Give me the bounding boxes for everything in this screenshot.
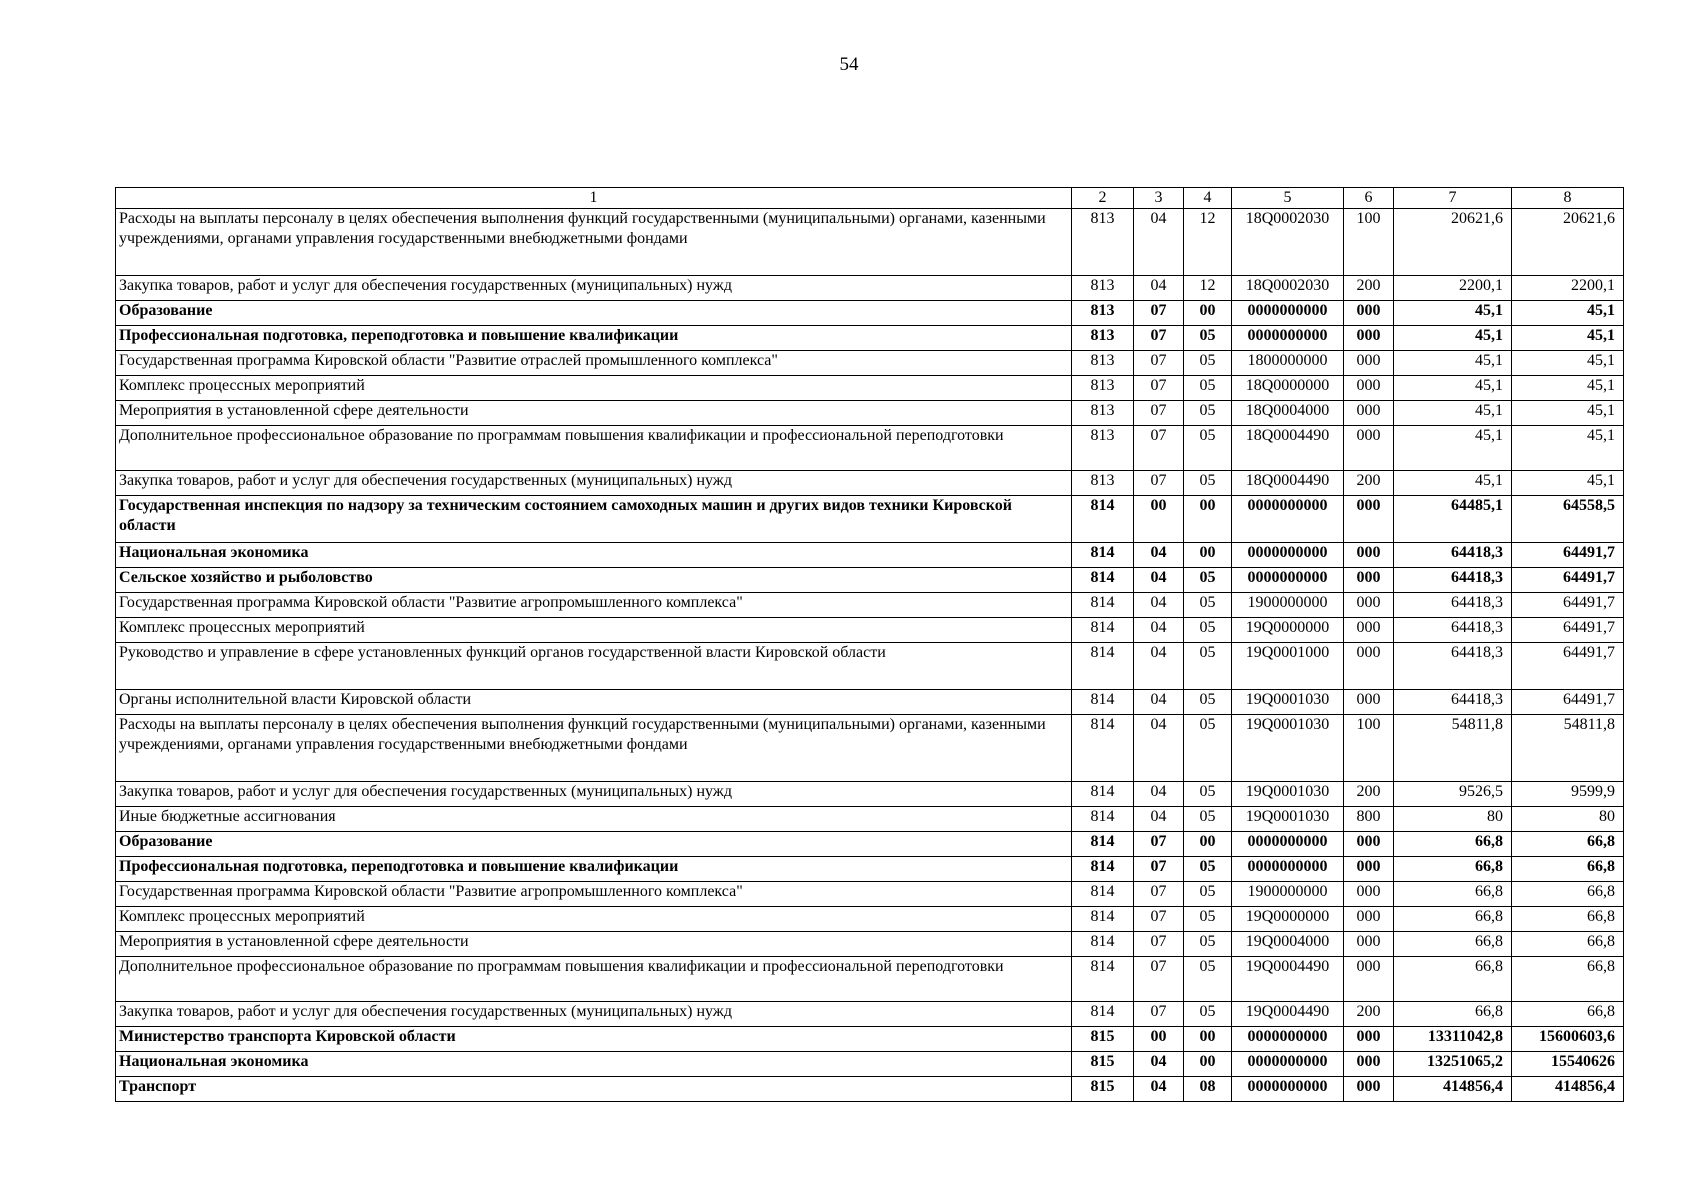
ministry-code: 813 [1072,401,1134,426]
amount-year-1: 20621,6 [1394,209,1512,276]
expense-type-code: 000 [1344,857,1394,882]
section-code: 07 [1134,471,1184,496]
amount-year-2: 80 [1512,807,1624,832]
target-article-code: 0000000000 [1232,496,1344,543]
amount-year-1: 66,8 [1394,857,1512,882]
subsection-code: 00 [1184,496,1232,543]
amount-year-2: 64491,7 [1512,690,1624,715]
subsection-code: 12 [1184,276,1232,301]
subsection-code: 05 [1184,326,1232,351]
expense-type-code: 200 [1344,276,1394,301]
row-name: Руководство и управление в сфере установленных функций органов государственной власти Кировской области [116,643,1072,690]
ministry-code: 814 [1072,690,1134,715]
amount-year-1: 66,8 [1394,907,1512,932]
subsection-code: 05 [1184,907,1232,932]
section-code: 04 [1134,1077,1184,1102]
section-code: 04 [1134,1052,1184,1077]
amount-year-2: 66,8 [1512,957,1624,1002]
row-name: Комплекс процессных мероприятий [116,907,1072,932]
subsection-code: 05 [1184,690,1232,715]
amount-year-2: 66,8 [1512,832,1624,857]
amount-year-1: 64418,3 [1394,643,1512,690]
budget-table [115,187,1624,1102]
section-code: 04 [1134,593,1184,618]
target-article-code: 18Q0004490 [1232,471,1344,496]
amount-year-1: 64418,3 [1394,690,1512,715]
row-name: Министерство транспорта Кировской области [116,1027,1072,1052]
table-row [116,957,1624,1002]
row-name: Государственная инспекция по надзору за техническим состоянием самоходных машин и других видов техники Кировской области [116,496,1072,543]
target-article-code: 1800000000 [1232,351,1344,376]
section-code: 07 [1134,857,1184,882]
subsection-code: 12 [1184,209,1232,276]
target-article-code: 1900000000 [1232,882,1344,907]
section-code: 07 [1134,326,1184,351]
subsection-code: 05 [1184,957,1232,1002]
amount-year-1: 45,1 [1394,401,1512,426]
amount-year-2: 66,8 [1512,882,1624,907]
row-name: Комплекс процессных мероприятий [116,376,1072,401]
target-article-code: 19Q0004000 [1232,932,1344,957]
subsection-code: 05 [1184,426,1232,471]
row-name: Закупка товаров, работ и услуг для обеспечения государственных (муниципальных) нужд [116,276,1072,301]
section-code: 07 [1134,1002,1184,1027]
section-code: 07 [1134,957,1184,1002]
amount-year-1: 64418,3 [1394,618,1512,643]
amount-year-2: 64491,7 [1512,568,1624,593]
table-row [116,690,1624,715]
amount-year-2: 64558,5 [1512,496,1624,543]
row-name: Национальная экономика [116,543,1072,568]
subsection-code: 05 [1184,618,1232,643]
target-article-code: 19Q0001000 [1232,643,1344,690]
amount-year-1: 13251065,2 [1394,1052,1512,1077]
row-name: Государственная программа Кировской области "Развитие агропромышленного комплекса" [116,882,1072,907]
subsection-code: 00 [1184,301,1232,326]
amount-year-2: 45,1 [1512,351,1624,376]
ministry-code: 813 [1072,426,1134,471]
amount-year-1: 45,1 [1394,471,1512,496]
expense-type-code: 000 [1344,593,1394,618]
target-article-code: 19Q0004490 [1232,1002,1344,1027]
expense-type-code: 000 [1344,882,1394,907]
table-row [116,351,1624,376]
row-name: Мероприятия в установленной сфере деятельности [116,401,1072,426]
subsection-code: 08 [1184,1077,1232,1102]
target-article-code: 19Q0000000 [1232,907,1344,932]
subsection-code: 05 [1184,715,1232,782]
amount-year-1: 13311042,8 [1394,1027,1512,1052]
subsection-code: 05 [1184,782,1232,807]
section-code: 04 [1134,643,1184,690]
amount-year-2: 45,1 [1512,471,1624,496]
table-row [116,593,1624,618]
ministry-code: 814 [1072,593,1134,618]
target-article-code: 18Q0002030 [1232,276,1344,301]
target-article-code: 0000000000 [1232,1027,1344,1052]
ministry-code: 814 [1072,832,1134,857]
ministry-code: 814 [1072,543,1134,568]
table-row [116,643,1624,690]
table-row [116,496,1624,543]
expense-type-code: 000 [1344,643,1394,690]
amount-year-1: 45,1 [1394,301,1512,326]
amount-year-2: 15540626 [1512,1052,1624,1077]
table-row [116,832,1624,857]
amount-year-2: 66,8 [1512,907,1624,932]
amount-year-2: 45,1 [1512,326,1624,351]
row-name: Расходы на выплаты персоналу в целях обеспечения выполнения функций государственными (муниципальными) органами, казенными учреждениями, органами управления государственными внебюджетными фондами [116,715,1072,782]
expense-type-code: 000 [1344,1077,1394,1102]
subsection-code: 05 [1184,376,1232,401]
expense-type-code: 100 [1344,209,1394,276]
amount-year-2: 45,1 [1512,301,1624,326]
subsection-code: 00 [1184,543,1232,568]
ministry-code: 814 [1072,618,1134,643]
ministry-code: 814 [1072,932,1134,957]
expense-type-code: 000 [1344,690,1394,715]
table-row [116,932,1624,957]
amount-year-1: 64418,3 [1394,593,1512,618]
expense-type-code: 200 [1344,782,1394,807]
expense-type-code: 800 [1344,807,1394,832]
subsection-code: 00 [1184,832,1232,857]
table-row [116,1027,1624,1052]
column-header: 8 [1512,188,1624,209]
table-row [116,543,1624,568]
target-article-code: 19Q0000000 [1232,618,1344,643]
amount-year-1: 66,8 [1394,832,1512,857]
amount-year-1: 45,1 [1394,376,1512,401]
column-header: 4 [1184,188,1232,209]
expense-type-code: 000 [1344,376,1394,401]
subsection-code: 05 [1184,807,1232,832]
ministry-code: 813 [1072,301,1134,326]
ministry-code: 813 [1072,376,1134,401]
target-article-code: 1900000000 [1232,593,1344,618]
row-name: Иные бюджетные ассигнования [116,807,1072,832]
row-name: Транспорт [116,1077,1072,1102]
target-article-code: 0000000000 [1232,832,1344,857]
amount-year-2: 45,1 [1512,426,1624,471]
table-row [116,471,1624,496]
amount-year-2: 64491,7 [1512,643,1624,690]
row-name: Профессиональная подготовка, переподготовка и повышение квалификации [116,857,1072,882]
table-row [116,782,1624,807]
row-name: Расходы на выплаты персоналу в целях обеспечения выполнения функций государственными (муниципальными) органами, казенными учреждениями, органами управления государственными внебюджетными фондами [116,209,1072,276]
ministry-code: 814 [1072,807,1134,832]
table-row [116,715,1624,782]
table-row [116,1077,1624,1102]
amount-year-1: 9526,5 [1394,782,1512,807]
target-article-code: 19Q0001030 [1232,807,1344,832]
amount-year-1: 54811,8 [1394,715,1512,782]
row-name: Профессиональная подготовка, переподготовка и повышение квалификации [116,326,1072,351]
row-name: Образование [116,832,1072,857]
amount-year-1: 66,8 [1394,882,1512,907]
amount-year-2: 64491,7 [1512,618,1624,643]
ministry-code: 814 [1072,568,1134,593]
section-code: 04 [1134,568,1184,593]
expense-type-code: 000 [1344,932,1394,957]
table-row [116,807,1624,832]
subsection-code: 05 [1184,857,1232,882]
amount-year-1: 64485,1 [1394,496,1512,543]
table-row [116,401,1624,426]
section-code: 07 [1134,301,1184,326]
section-code: 04 [1134,543,1184,568]
subsection-code: 05 [1184,882,1232,907]
expense-type-code: 000 [1344,568,1394,593]
ministry-code: 813 [1072,471,1134,496]
row-name: Государственная программа Кировской области "Развитие агропромышленного комплекса" [116,593,1072,618]
expense-type-code: 000 [1344,496,1394,543]
expense-type-code: 000 [1344,301,1394,326]
amount-year-2: 2200,1 [1512,276,1624,301]
row-name: Комплекс процессных мероприятий [116,618,1072,643]
subsection-code: 00 [1184,1052,1232,1077]
ministry-code: 815 [1072,1027,1134,1052]
expense-type-code: 200 [1344,1002,1394,1027]
ministry-code: 815 [1072,1077,1134,1102]
expense-type-code: 200 [1344,471,1394,496]
target-article-code: 19Q0001030 [1232,690,1344,715]
table-row [116,907,1624,932]
row-name: Закупка товаров, работ и услуг для обеспечения государственных (муниципальных) нужд [116,471,1072,496]
target-article-code: 0000000000 [1232,301,1344,326]
table-row [116,857,1624,882]
amount-year-1: 45,1 [1394,351,1512,376]
ministry-code: 815 [1072,1052,1134,1077]
expense-type-code: 000 [1344,543,1394,568]
expense-type-code: 000 [1344,1027,1394,1052]
amount-year-1: 66,8 [1394,932,1512,957]
ministry-code: 813 [1072,209,1134,276]
ministry-code: 813 [1072,326,1134,351]
subsection-code: 05 [1184,471,1232,496]
row-name: Органы исполнительной власти Кировской области [116,690,1072,715]
target-article-code: 0000000000 [1232,1052,1344,1077]
amount-year-1: 414856,4 [1394,1077,1512,1102]
section-code: 07 [1134,376,1184,401]
ministry-code: 814 [1072,643,1134,690]
ministry-code: 814 [1072,1002,1134,1027]
amount-year-2: 54811,8 [1512,715,1624,782]
ministry-code: 814 [1072,907,1134,932]
ministry-code: 814 [1072,782,1134,807]
target-article-code: 0000000000 [1232,326,1344,351]
target-article-code: 19Q0001030 [1232,715,1344,782]
row-name: Образование [116,301,1072,326]
amount-year-1: 45,1 [1394,326,1512,351]
column-number-row [116,188,1624,209]
ministry-code: 814 [1072,496,1134,543]
target-article-code: 0000000000 [1232,568,1344,593]
page-number: 54 [839,54,859,75]
table-row [116,882,1624,907]
amount-year-2: 66,8 [1512,932,1624,957]
section-code: 04 [1134,690,1184,715]
section-code: 04 [1134,276,1184,301]
amount-year-2: 66,8 [1512,857,1624,882]
amount-year-1: 45,1 [1394,426,1512,471]
target-article-code: 18Q0004490 [1232,426,1344,471]
expense-type-code: 100 [1344,715,1394,782]
section-code: 07 [1134,907,1184,932]
target-article-code: 18Q0002030 [1232,209,1344,276]
target-article-code: 18Q0004000 [1232,401,1344,426]
section-code: 07 [1134,932,1184,957]
ministry-code: 814 [1072,715,1134,782]
expense-type-code: 000 [1344,401,1394,426]
ministry-code: 813 [1072,351,1134,376]
ministry-code: 814 [1072,857,1134,882]
table-row [116,1052,1624,1077]
section-code: 04 [1134,715,1184,782]
column-header: 2 [1072,188,1134,209]
row-name: Дополнительное профессиональное образование по программам повышения квалификации и профессиональной переподготовки [116,957,1072,1002]
section-code: 00 [1134,496,1184,543]
table-row [116,1002,1624,1027]
ministry-code: 814 [1072,957,1134,1002]
expense-type-code: 000 [1344,957,1394,1002]
expense-type-code: 000 [1344,351,1394,376]
column-header: 7 [1394,188,1512,209]
amount-year-1: 64418,3 [1394,543,1512,568]
row-name: Дополнительное профессиональное образование по программам повышения квалификации и профессиональной переподготовки [116,426,1072,471]
section-code: 07 [1134,882,1184,907]
section-code: 07 [1134,832,1184,857]
row-name: Закупка товаров, работ и услуг для обеспечения государственных (муниципальных) нужд [116,1002,1072,1027]
expense-type-code: 000 [1344,426,1394,471]
amount-year-2: 45,1 [1512,401,1624,426]
row-name: Мероприятия в установленной сфере деятельности [116,932,1072,957]
section-code: 07 [1134,401,1184,426]
expense-type-code: 000 [1344,1052,1394,1077]
subsection-code: 00 [1184,1027,1232,1052]
table-row [116,568,1624,593]
amount-year-1: 64418,3 [1394,568,1512,593]
expense-type-code: 000 [1344,618,1394,643]
table-row [116,301,1624,326]
subsection-code: 05 [1184,932,1232,957]
table-row [116,376,1624,401]
amount-year-2: 64491,7 [1512,593,1624,618]
row-name: Сельское хозяйство и рыболовство [116,568,1072,593]
section-code: 04 [1134,807,1184,832]
subsection-code: 05 [1184,401,1232,426]
amount-year-1: 80 [1394,807,1512,832]
amount-year-2: 45,1 [1512,376,1624,401]
section-code: 00 [1134,1027,1184,1052]
expense-type-code: 000 [1344,907,1394,932]
amount-year-1: 66,8 [1394,1002,1512,1027]
subsection-code: 05 [1184,568,1232,593]
subsection-code: 05 [1184,593,1232,618]
table-row [116,618,1624,643]
amount-year-1: 2200,1 [1394,276,1512,301]
amount-year-2: 66,8 [1512,1002,1624,1027]
ministry-code: 814 [1072,882,1134,907]
subsection-code: 05 [1184,351,1232,376]
target-article-code: 0000000000 [1232,1077,1344,1102]
subsection-code: 05 [1184,643,1232,690]
expense-type-code: 000 [1344,326,1394,351]
section-code: 07 [1134,351,1184,376]
target-article-code: 0000000000 [1232,857,1344,882]
row-name: Закупка товаров, работ и услуг для обеспечения государственных (муниципальных) нужд [116,782,1072,807]
ministry-code: 813 [1072,276,1134,301]
target-article-code: 18Q0000000 [1232,376,1344,401]
column-header: 1 [116,188,1072,209]
amount-year-1: 66,8 [1394,957,1512,1002]
table-row [116,276,1624,301]
subsection-code: 05 [1184,1002,1232,1027]
expense-type-code: 000 [1344,832,1394,857]
amount-year-2: 20621,6 [1512,209,1624,276]
section-code: 04 [1134,782,1184,807]
row-name: Национальная экономика [116,1052,1072,1077]
amount-year-2: 414856,4 [1512,1077,1624,1102]
amount-year-2: 9599,9 [1512,782,1624,807]
target-article-code: 19Q0001030 [1232,782,1344,807]
table-row [116,326,1624,351]
row-name: Государственная программа Кировской области "Развитие отраслей промышленного комплекса" [116,351,1072,376]
column-header: 5 [1232,188,1344,209]
column-header: 3 [1134,188,1184,209]
table-row [116,209,1624,276]
column-header: 6 [1344,188,1394,209]
target-article-code: 0000000000 [1232,543,1344,568]
amount-year-2: 15600603,6 [1512,1027,1624,1052]
amount-year-2: 64491,7 [1512,543,1624,568]
section-code: 07 [1134,426,1184,471]
table-row [116,426,1624,471]
section-code: 04 [1134,618,1184,643]
section-code: 04 [1134,209,1184,276]
target-article-code: 19Q0004490 [1232,957,1344,1002]
